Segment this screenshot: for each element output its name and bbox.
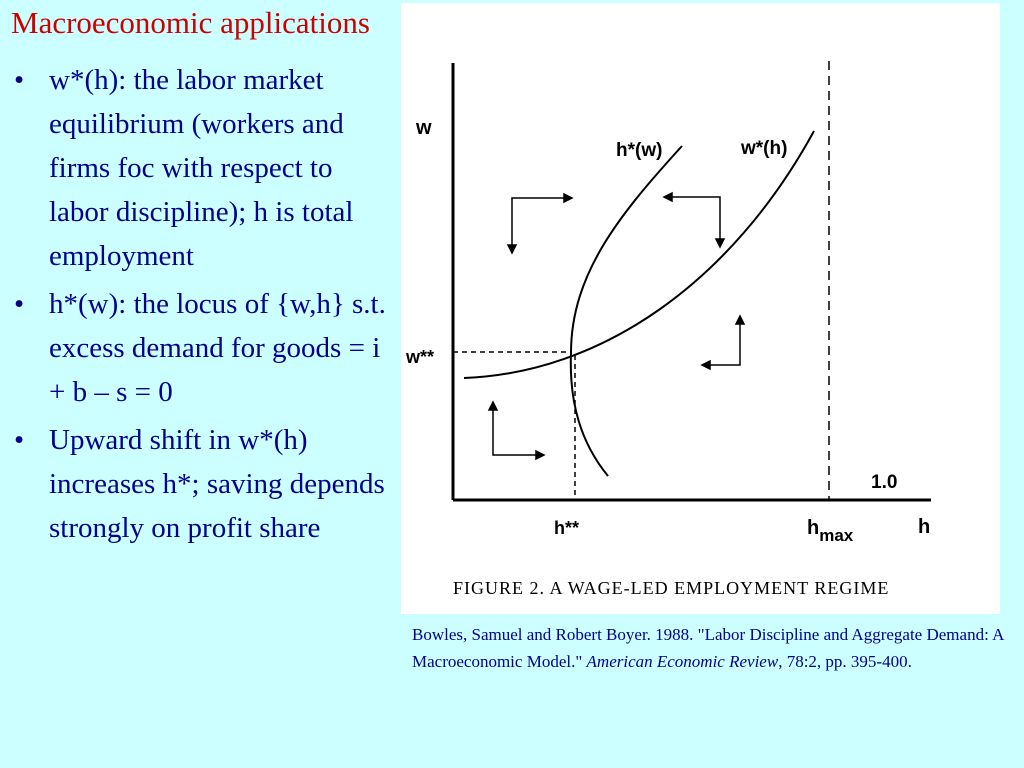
w-star-curve-label: w*(h) [741, 138, 788, 159]
x-axis-label: h [918, 516, 931, 538]
wage-led-employment-diagram [401, 3, 1000, 614]
citation-text: Bowles, Samuel and Robert Boyer. 1988. "Labor Discipline and Aggregate Demand: A Macroeconomic Model." [412, 625, 1004, 671]
w-star-curve [464, 131, 814, 378]
arrow-bottom-right [702, 316, 744, 369]
h-max-label [807, 517, 854, 545]
bullet-symbol: • [14, 64, 25, 96]
h-star-curve-label: h*(w) [616, 140, 663, 161]
bullet-item [14, 418, 394, 550]
h-max-label-h: h [807, 517, 820, 539]
bullet-symbol: • [14, 424, 25, 456]
figure-panel [401, 3, 1000, 614]
one-point-zero-label: 1.0 [871, 472, 898, 493]
citation-rest: , 78:2, pp. 395-400. [778, 652, 912, 671]
h-max-label-sub: max [819, 526, 854, 545]
w-star-label: w** [406, 347, 435, 367]
h-star-curve [571, 146, 682, 476]
h-star-label: h** [554, 518, 580, 538]
figure-caption: FIGURE 2. A WAGE-LED EMPLOYMENT REGIME [453, 578, 890, 598]
arrow-bottom-left [489, 402, 544, 459]
citation-journal: American Economic Review [586, 652, 779, 671]
bullet-item [14, 58, 394, 278]
bullet-list [14, 58, 394, 554]
bullet-text: h*(w): the locus of {w,h} s.t. excess demand for goods = i + b – s = 0 [49, 288, 386, 408]
bullet-symbol: • [14, 288, 25, 320]
arrow-top-left [508, 194, 572, 253]
slide-title: Macroeconomic applications [11, 5, 370, 40]
citation [412, 621, 1012, 675]
y-axis-label: w [416, 117, 432, 139]
bullet-item [14, 282, 394, 414]
arrow-top-right [664, 193, 724, 247]
bullet-text: w*(h): the labor market equilibrium (workers and firms foc with respect to labor discipline); h is total employment [49, 64, 354, 272]
bullet-text: Upward shift in w*(h) increases h*; saving depends strongly on profit share [49, 424, 385, 544]
